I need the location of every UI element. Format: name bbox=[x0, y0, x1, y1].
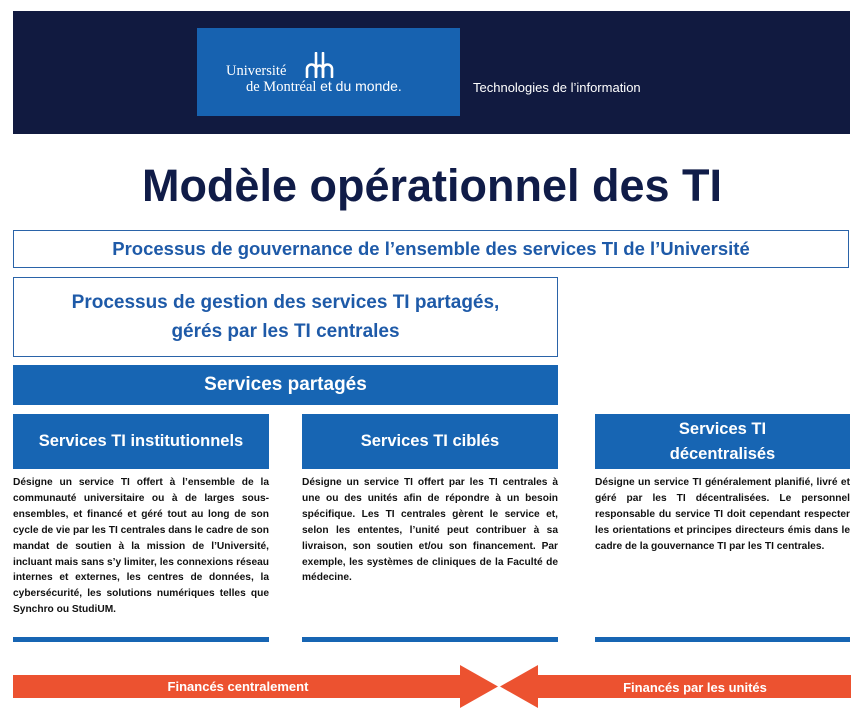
decentralized-services-title-line-1: Services TI bbox=[678, 419, 767, 438]
decentralized-services-header bbox=[595, 414, 850, 469]
management-process-line-2: gérés par les TI centrales bbox=[171, 321, 400, 342]
targeted-services-description: Désigne un service TI offert par les TI centrales à une ou des unités afin de répondre à un besoin spécifique. Les TI centrales gèrent le service et, selon les ententes, l’unité peut contribuer à sa livraison, son soutien et/ou son financement. Par exemple, les systèmes de cliniques de la Faculté de médecine. bbox=[302, 477, 558, 584]
institutional-services-header bbox=[13, 414, 269, 469]
institutional-services-description: Désigne un service TI offert à l’ensemble de la communauté universitaire ou à de larges sous-ensembles, et financé et géré tout au long de son cycle de vie par les TI centrales dans le cadre de son mandat de soutien à la mission de l’Université, incluant mais sans s’y limiter, les connexions réseau internes et externes, les centres de données, la cybersécurité, les solutions numériques telles que Synchro ou StudiUM. bbox=[13, 477, 269, 616]
logo-university-name: de Montréal bbox=[246, 79, 317, 95]
logo-line-2 bbox=[226, 79, 402, 95]
shared-services-band: Services partagés bbox=[13, 365, 558, 405]
decentralized-services-title-line-2: décentralisés bbox=[669, 444, 776, 463]
logo-line-1: Université bbox=[226, 63, 287, 79]
institutional-services-divider bbox=[13, 637, 269, 642]
decentralized-services-description: Désigne un service TI généralement planifié, livré et géré par les TI décentralisées. Le personnel responsable du service TI doit cependant respecter les orientations et principes directeurs émis dans le cadre de la gouvernance TI par les TI centrales. bbox=[595, 477, 850, 552]
management-process-line-1: Processus de gestion des services TI partagés, bbox=[71, 292, 500, 313]
header-subtitle: Technologies de l’information bbox=[473, 80, 641, 95]
logo-wordmark bbox=[226, 64, 402, 95]
unit-funding-label: Financés par les unités bbox=[623, 680, 767, 695]
targeted-services-divider bbox=[302, 637, 558, 642]
logo-slogan: et du monde. bbox=[320, 78, 402, 94]
page-title: Modèle opérationnel des TI bbox=[141, 160, 723, 211]
targeted-services-title: Services TI ciblés bbox=[360, 432, 500, 450]
central-funding-label: Financés centralement bbox=[167, 679, 309, 694]
targeted-services-header bbox=[302, 414, 558, 469]
governance-process-box: Processus de gouvernance de l’ensemble des services TI de l’Université bbox=[13, 230, 849, 268]
management-process-box bbox=[13, 277, 558, 357]
institutional-services-title: Services TI institutionnels bbox=[38, 432, 244, 450]
decentralized-services-divider bbox=[595, 637, 850, 642]
